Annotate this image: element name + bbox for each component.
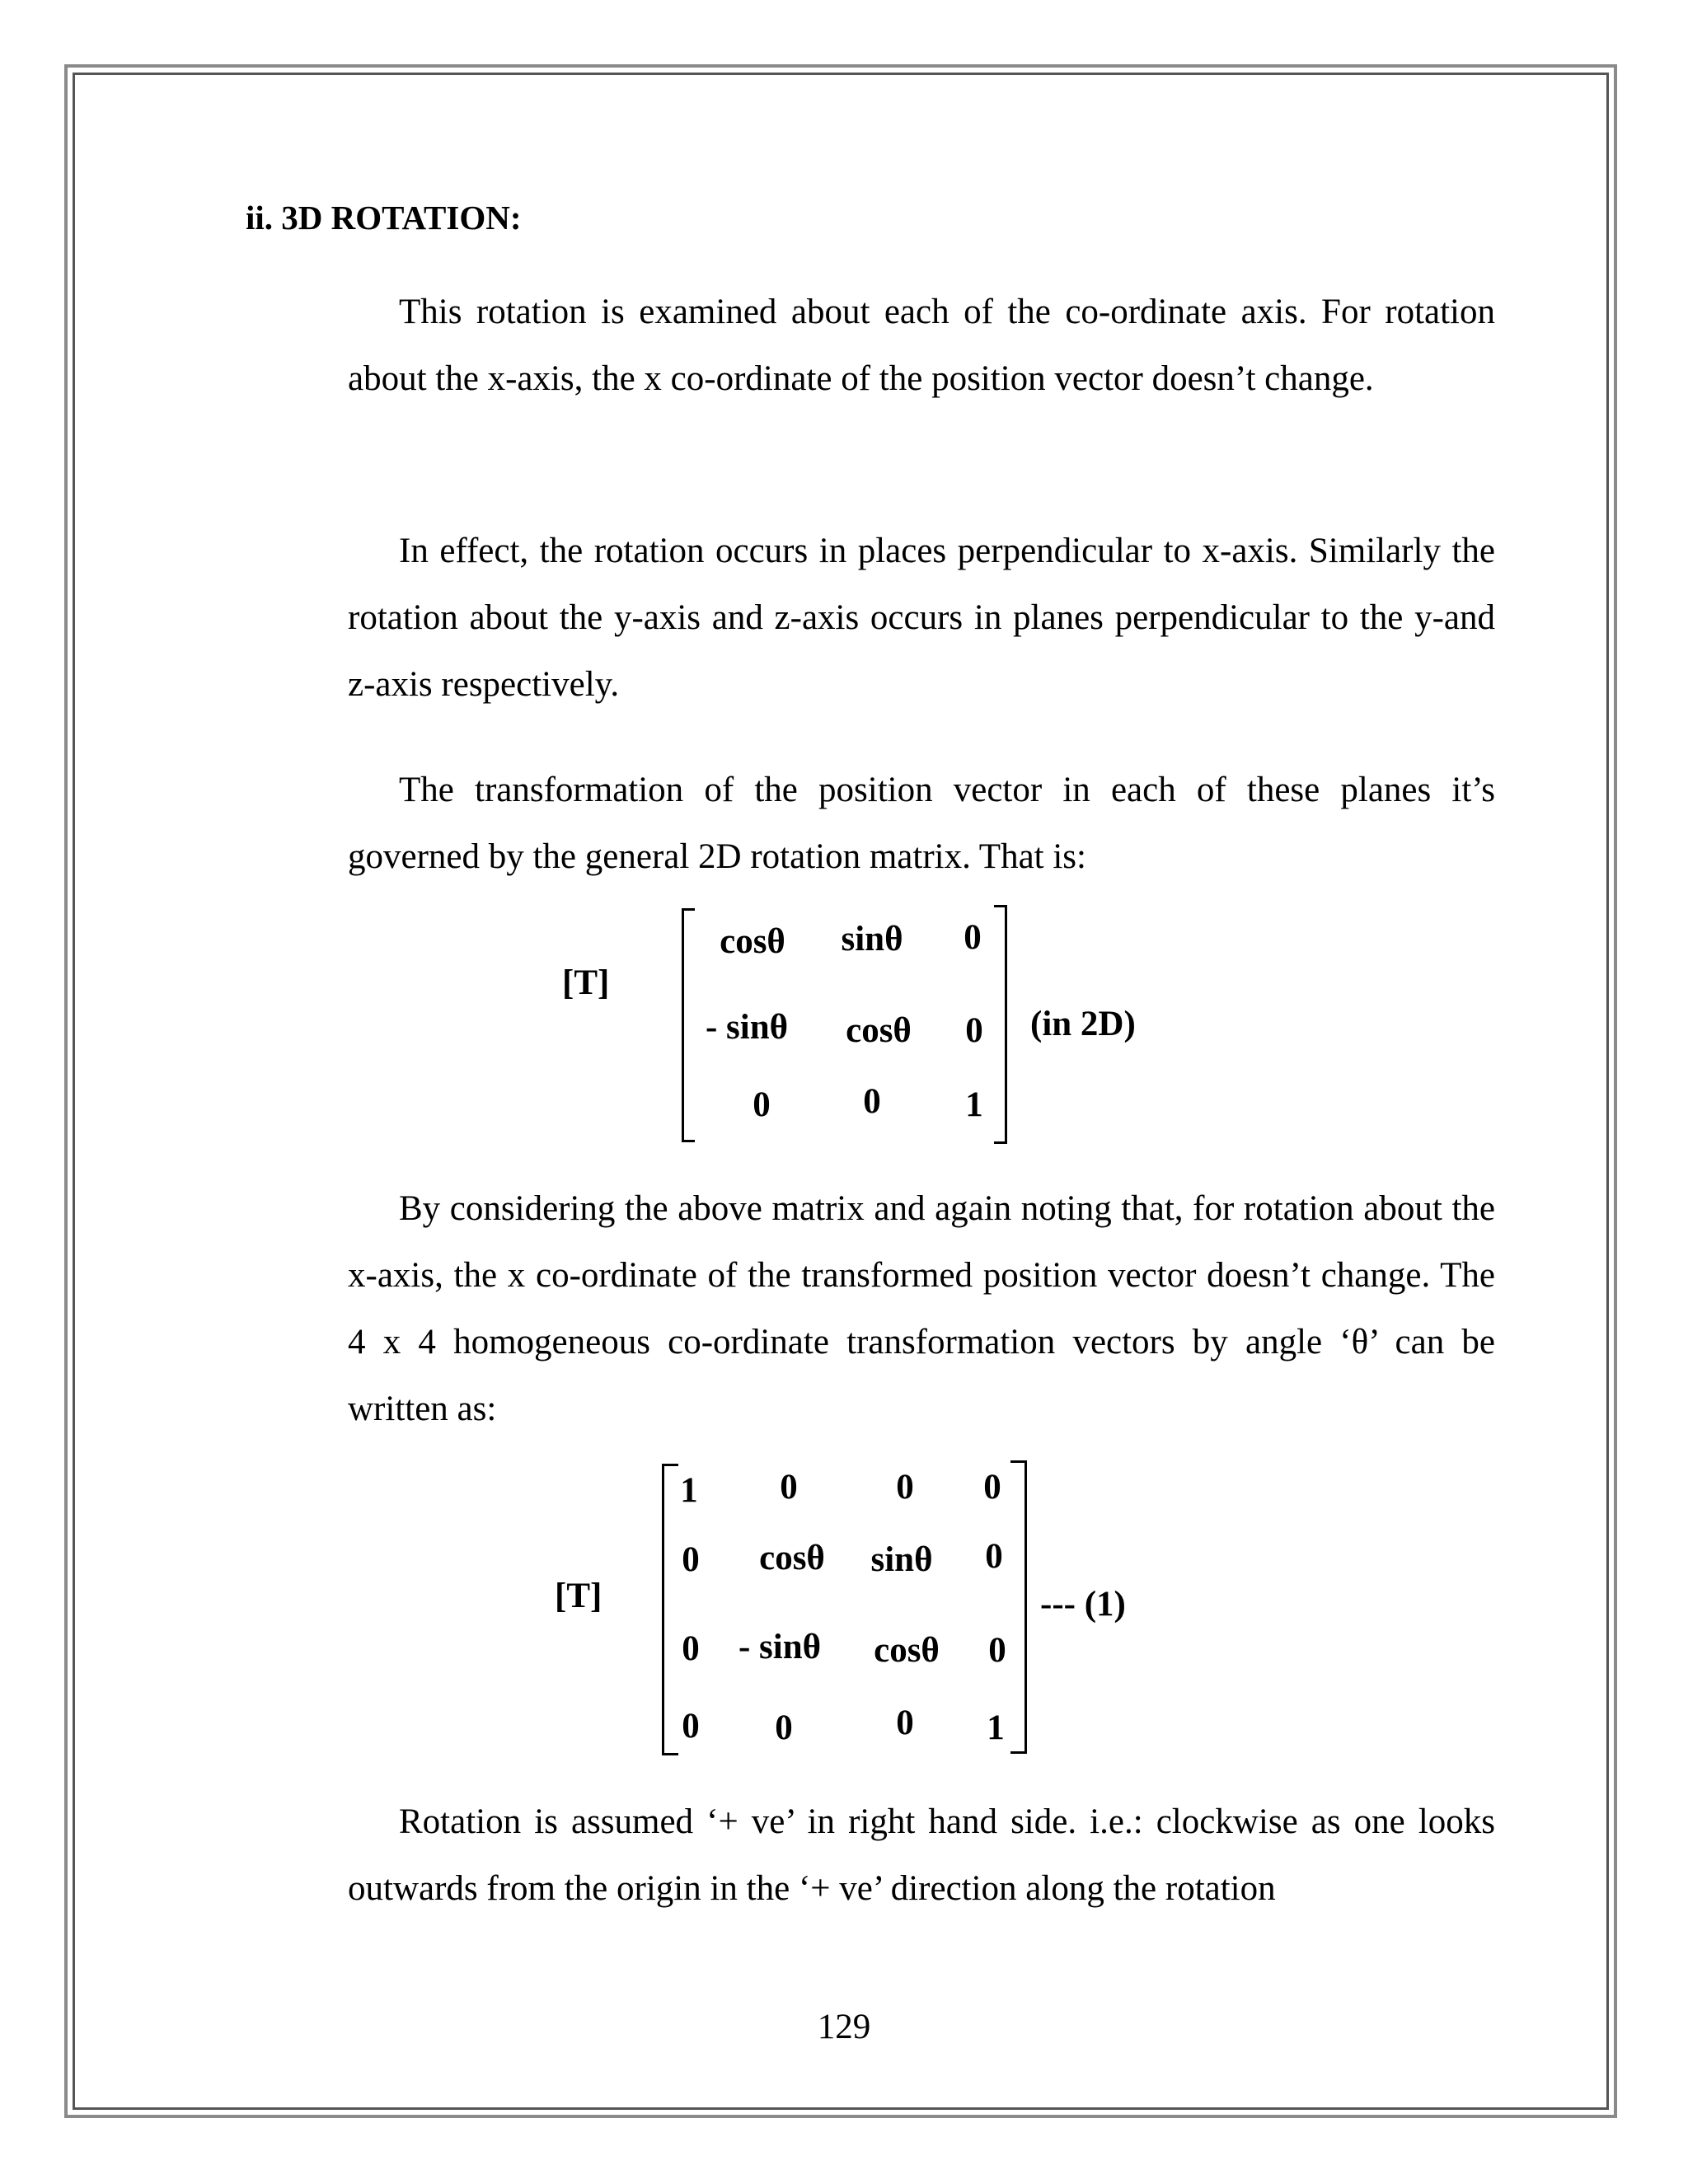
matrix-3d-cell: - sinθ [738, 1628, 822, 1666]
matrix-3d-cell: 0 [682, 1540, 700, 1579]
matrix-2d-cell: 0 [964, 918, 982, 957]
paragraph-5: Rotation is assumed ‘+ ve’ in right hand side. i.e.: clockwise as one looks outwards from the origin in the ‘+ ve’ direction along the rotation [348, 1802, 1495, 1908]
matrix-3d-label: [T] [555, 1577, 603, 1615]
matrix-3d-cell: 0 [896, 1468, 914, 1507]
page-number: 129 [817, 2008, 871, 2046]
matrix-2d-cell: 0 [863, 1082, 881, 1121]
matrix-2d-label: [T] [562, 963, 610, 1002]
matrix-3d-cell: 0 [682, 1629, 700, 1668]
matrix-3d-cell: 0 [682, 1707, 700, 1746]
matrix-2d-note: (in 2D) [1030, 1005, 1136, 1043]
matrix-3d-left-bracket [662, 1464, 678, 1755]
matrix-2d-cell: cosθ [720, 922, 785, 961]
paragraph-3: The transformation of the position vector in each of these planes it’s governed by the general 2D rotation matrix. That is: [348, 771, 1495, 876]
matrix-3d-cell: 0 [896, 1704, 914, 1742]
matrix-3d-right-bracket [1010, 1460, 1027, 1754]
matrix-2d-cell: sinθ [841, 920, 903, 958]
matrix-2d-cell: - sinθ [705, 1008, 789, 1047]
matrix-2d-cell: 0 [965, 1011, 983, 1050]
matrix-2d-cell: cosθ [846, 1011, 912, 1050]
matrix-3d-cell: 0 [983, 1468, 1001, 1507]
matrix-3d-cell: 0 [985, 1537, 1003, 1576]
matrix-2d-left-bracket [682, 908, 695, 1142]
matrix-2d-right-bracket [994, 905, 1007, 1144]
paragraph-4: By considering the above matrix and again noting that, for rotation about the x-axis, the x co-ordinate of the transformed position vector doesn’t change. The 4 x 4 homogeneous co-ordinate transformation vectors by angle ‘θ’ can be written as: [348, 1189, 1495, 1428]
matrix-3d-cell: sinθ [870, 1540, 933, 1579]
matrix-2d-cell: 1 [965, 1085, 983, 1124]
matrix-3d-cell: 0 [988, 1631, 1006, 1670]
matrix-3d-cell: cosθ [759, 1539, 825, 1577]
matrix-3d-cell: 0 [775, 1708, 793, 1747]
matrix-2d-cell: 0 [753, 1085, 771, 1124]
matrix-3d-cell: 1 [680, 1471, 698, 1510]
section-heading: ii. 3D ROTATION: [246, 199, 522, 237]
matrix-3d-cell: cosθ [874, 1631, 940, 1670]
matrix-3d-note: --- (1) [1040, 1585, 1126, 1624]
matrix-3d-cell: 0 [780, 1468, 798, 1507]
paragraph-2: In effect, the rotation occurs in places perpendicular to x-axis. Similarly the rotation about the y-axis and z-axis occurs in planes perpendicular to the y-and z-axis respectively. [348, 532, 1495, 704]
paragraph-1: This rotation is examined about each of the co-ordinate axis. For rotation about the x-axis, the x co-ordinate of the position vector doesn’t change. [348, 293, 1495, 398]
matrix-3d-cell: 1 [987, 1708, 1005, 1747]
